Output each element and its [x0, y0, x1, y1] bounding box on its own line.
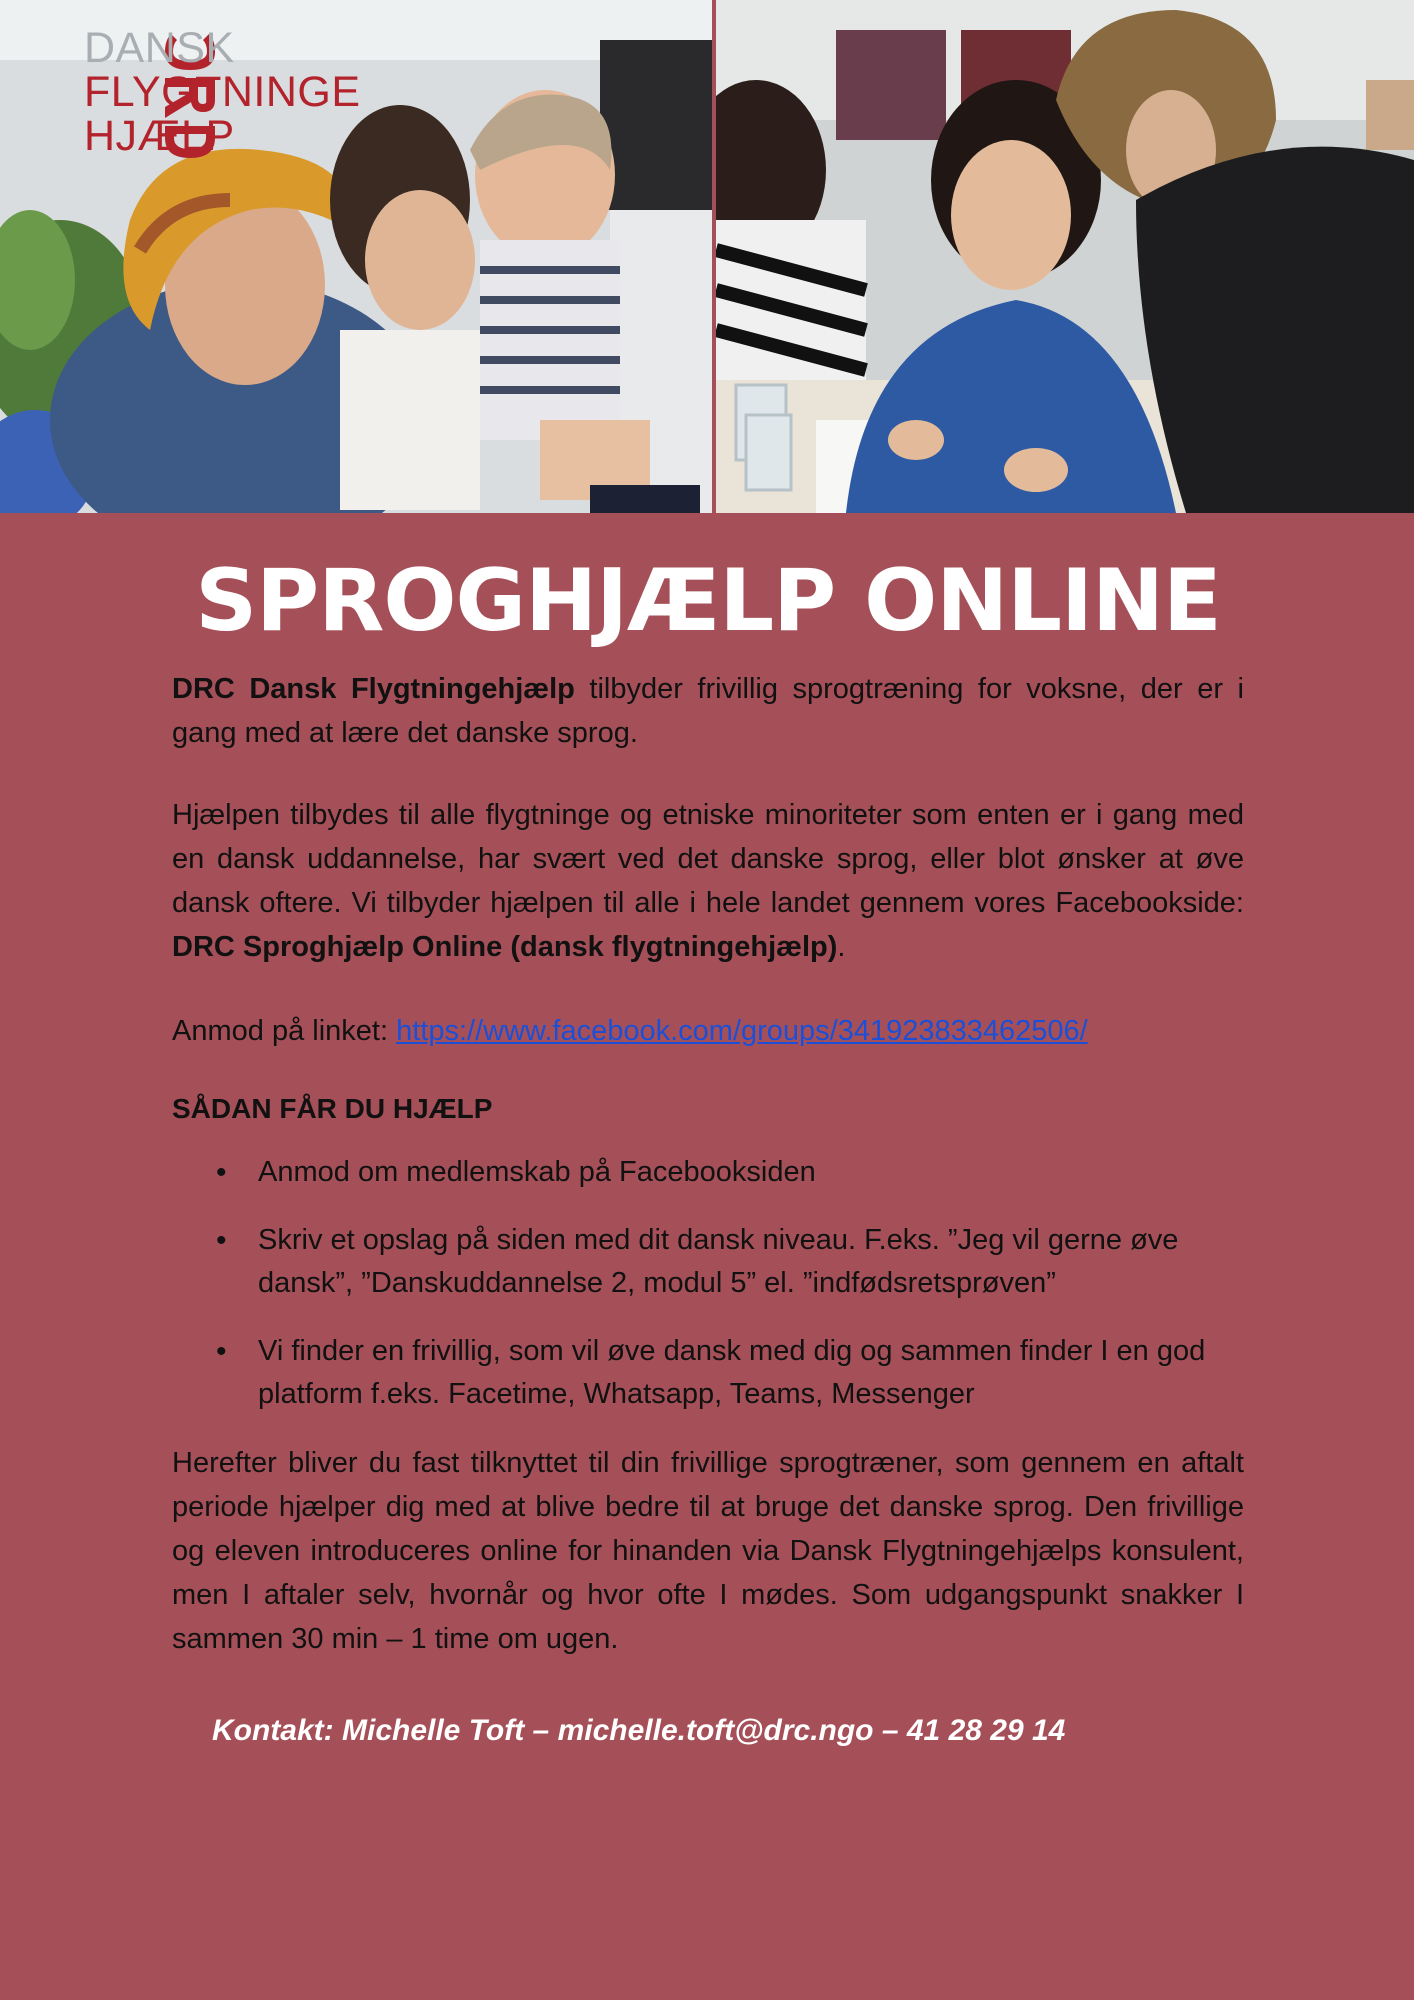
logo-line-dansk: DANSK	[84, 24, 235, 72]
logo-line-hjaelp: HJÆLP	[84, 112, 235, 160]
bullet-icon: •	[216, 1156, 227, 1189]
photo-volunteers-group	[0, 0, 712, 513]
list-item	[172, 1330, 1244, 1416]
logo-line-flygtninge: FLYGTNINGE	[84, 68, 361, 116]
step-text: Anmod om medlemskab på Facebooksiden	[258, 1156, 816, 1188]
photo-header	[0, 0, 1414, 513]
request-label: Anmod på linket:	[172, 1015, 397, 1047]
photo-language-help	[716, 0, 1414, 513]
drc-logo	[20, 26, 360, 161]
intro-text: tilbyder frivillig sprogtræning for voksne, der er i gang med at lære det danske sprog.	[172, 673, 1244, 749]
intro-paragraph	[172, 667, 1244, 755]
step-text: Skriv et opslag på siden med dit dansk niveau. F.eks. ”Jeg vil gerne øve dansk”, ”Danskuddannelse 2, modul 5” el. ”indfødsretsprøven”	[258, 1224, 1179, 1299]
offer-end: .	[837, 931, 846, 963]
facebook-group-link[interactable]: https://www.facebook.com/groups/341923833462506/	[396, 1015, 1088, 1047]
how-to-heading: SÅDAN FÅR DU HJÆLP	[172, 1093, 493, 1124]
after-paragraph: Herefter bliver du fast tilknyttet til din frivillige sprogtræner, som gennem en aftalt periode hjælper dig med at blive bedre til at bruge det danske sprog. Den frivillige og eleven introduceres online for hinanden via Dansk Flygtningehjælps konsulent, men I aftaler selv, hvornår og hvor ofte I mødes. Som udgangspunkt snakker I sammen 30 min – 1 time om ugen.	[172, 1447, 1244, 1655]
contact-line: Kontakt: Michelle Toft – michelle.toft@drc.ngo – 41 28 29 14	[212, 1714, 1066, 1747]
org-name: DRC Dansk Flygtningehjælp	[172, 673, 575, 705]
steps-list	[172, 1151, 1244, 1416]
request-paragraph	[172, 1009, 1244, 1053]
bullet-icon: •	[216, 1335, 227, 1368]
list-item	[172, 1151, 1244, 1194]
list-item	[172, 1219, 1244, 1305]
main-content	[172, 513, 1244, 1751]
facebook-page-name: DRC Sproghjælp Online (dansk flygtningehjælp)	[172, 931, 838, 963]
offer-paragraph	[172, 793, 1244, 969]
step-text: Vi finder en frivillig, som vil øve dansk med dig og sammen finder I en god platform f.eks. Facetime, Whatsapp, Teams, Messenger	[258, 1335, 1206, 1410]
bullet-icon: •	[216, 1224, 227, 1257]
page-title: SPROGHJÆLP ONLINE	[195, 551, 1221, 651]
offer-text: Hjælpen tilbydes til alle flygtninge og etniske minoriteter som enten er i gang med en dansk uddannelse, har svært ved det danske sprog, eller blot ønsker at øve dansk oftere. Vi tilbyder hjælpen til alle i hele landet gennem vores Facebookside:	[172, 799, 1244, 919]
